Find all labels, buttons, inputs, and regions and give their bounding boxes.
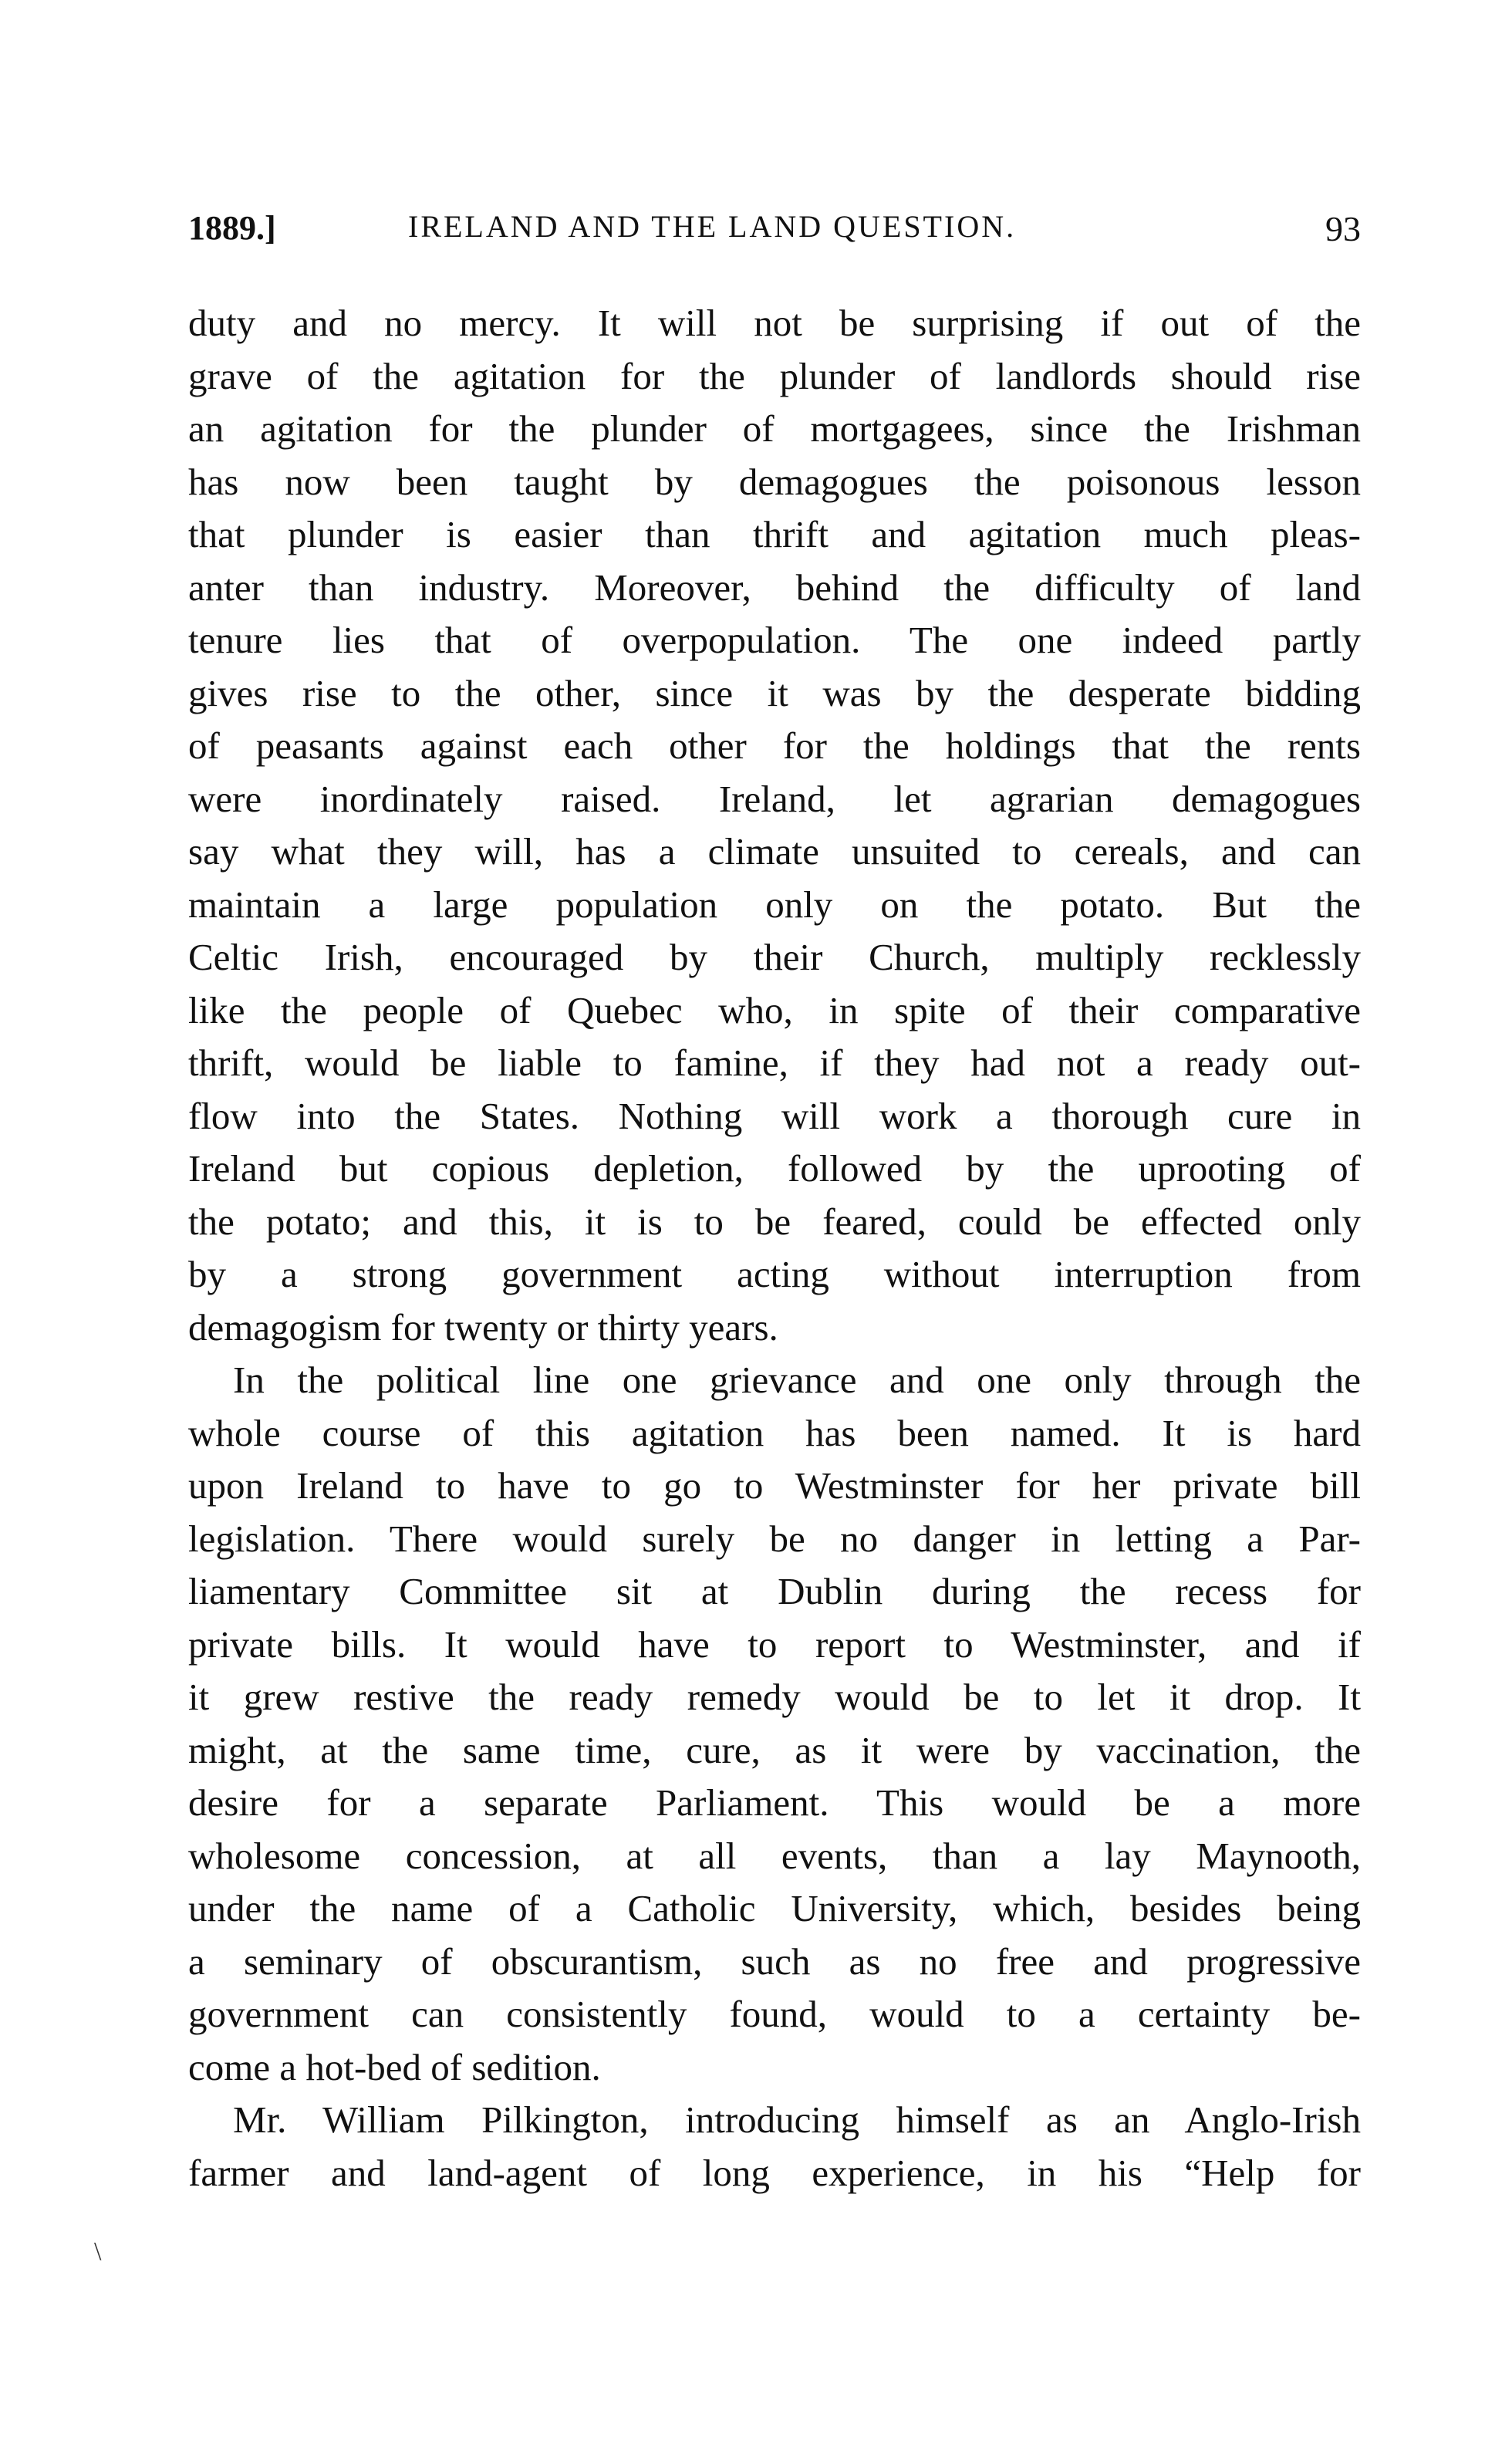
text-line: maintain a large population only on the potato. But the bbox=[188, 883, 1361, 926]
paragraph bbox=[188, 297, 1361, 1354]
text-line: come a hot-bed of sedition. bbox=[188, 2045, 601, 2088]
text-line: flow into the States. Nothing will work a thorough cure in bbox=[188, 1094, 1361, 1137]
text-line: private bills. It would have to report to Westminster, and if bbox=[188, 1622, 1361, 1666]
text-line: legislation. There would surely be no danger in letting a Par- bbox=[188, 1517, 1361, 1560]
text-line: thrift, would be liable to famine, if they had not a ready out- bbox=[188, 1041, 1361, 1084]
text-line: it grew restive the ready remedy would be to let it drop. It bbox=[188, 1676, 1361, 1718]
text-line: by a strong government acting without interruption from bbox=[188, 1253, 1361, 1295]
stray-ink-mark: \ bbox=[94, 2237, 102, 2266]
text-line: gives rise to the other, since it was by the desperate bidding bbox=[188, 671, 1361, 714]
text-line: might, at the same time, cure, as it were by vaccination, the bbox=[188, 1728, 1361, 1771]
page-number: 93 bbox=[1325, 209, 1361, 248]
text-line: upon Ireland to have to go to Westminster for her private bill bbox=[188, 1464, 1361, 1507]
text-line: desire for a separate Parliament. This would be a more bbox=[188, 1781, 1361, 1824]
running-head-year: 1889.] bbox=[188, 209, 276, 247]
text-line: like the people of Quebec who, in spite of their comparative bbox=[188, 988, 1361, 1031]
text-line: an agitation for the plunder of mortgagees, since the Irishman bbox=[188, 407, 1361, 450]
paragraph bbox=[188, 2094, 1361, 2199]
text-line: whole course of this agitation has been named. It is hard bbox=[188, 1411, 1361, 1454]
text-line: Ireland but copious depletion, followed by the uprooting of bbox=[188, 1147, 1361, 1190]
text-line: duty and no mercy. It will not be surprising if out of the bbox=[188, 302, 1361, 344]
text-line: that plunder is easier than thrift and agitation much pleas- bbox=[188, 513, 1361, 555]
text-line: a seminary of obscurantism, such as no free and progressive bbox=[188, 1939, 1361, 1983]
text-line: Celtic Irish, encouraged by their Church, multiply recklessly bbox=[188, 936, 1361, 978]
text-line: government can consistently found, would to a certainty be- bbox=[188, 1993, 1361, 2035]
text-line: farmer and land-agent of long experience, in his “Help for bbox=[188, 2151, 1361, 2194]
text-line: liamentary Committee sit at Dublin during the recess for bbox=[188, 1570, 1361, 1612]
text-line: Mr. William Pilkington, introducing himself as an Anglo-Irish bbox=[233, 2098, 1361, 2141]
text-line: anter than industry. Moreover, behind the difficulty of land bbox=[188, 565, 1361, 609]
text-line: has now been taught by demagogues the poisonous lesson bbox=[188, 460, 1361, 503]
text-line: demagogism for twenty or thirty years. bbox=[188, 1305, 778, 1349]
text-line: In the political line one grievance and one only through the bbox=[233, 1359, 1361, 1401]
text-line: wholesome concession, at all events, than a lay Maynooth, bbox=[188, 1834, 1361, 1877]
running-head bbox=[188, 208, 1361, 262]
running-head-title: IRELAND AND THE LAND QUESTION. bbox=[408, 209, 1017, 244]
text-line: say what they will, has a climate unsuited to cereals, and can bbox=[188, 830, 1361, 873]
text-line: of peasants against each other for the holdings that the rents bbox=[188, 724, 1361, 767]
text-line: were inordinately raised. Ireland, let agrarian demagogues bbox=[188, 777, 1361, 820]
text-line: the potato; and this, it is to be feared, could be effected only bbox=[188, 1200, 1361, 1243]
body-text bbox=[188, 297, 1361, 2199]
text-line: grave of the agitation for the plunder of landlords should rise bbox=[188, 354, 1361, 397]
text-line: under the name of a Catholic University, which, besides being bbox=[188, 1887, 1361, 1929]
paragraph bbox=[188, 1354, 1361, 2094]
text-line: tenure lies that of overpopulation. The one indeed partly bbox=[188, 619, 1361, 661]
